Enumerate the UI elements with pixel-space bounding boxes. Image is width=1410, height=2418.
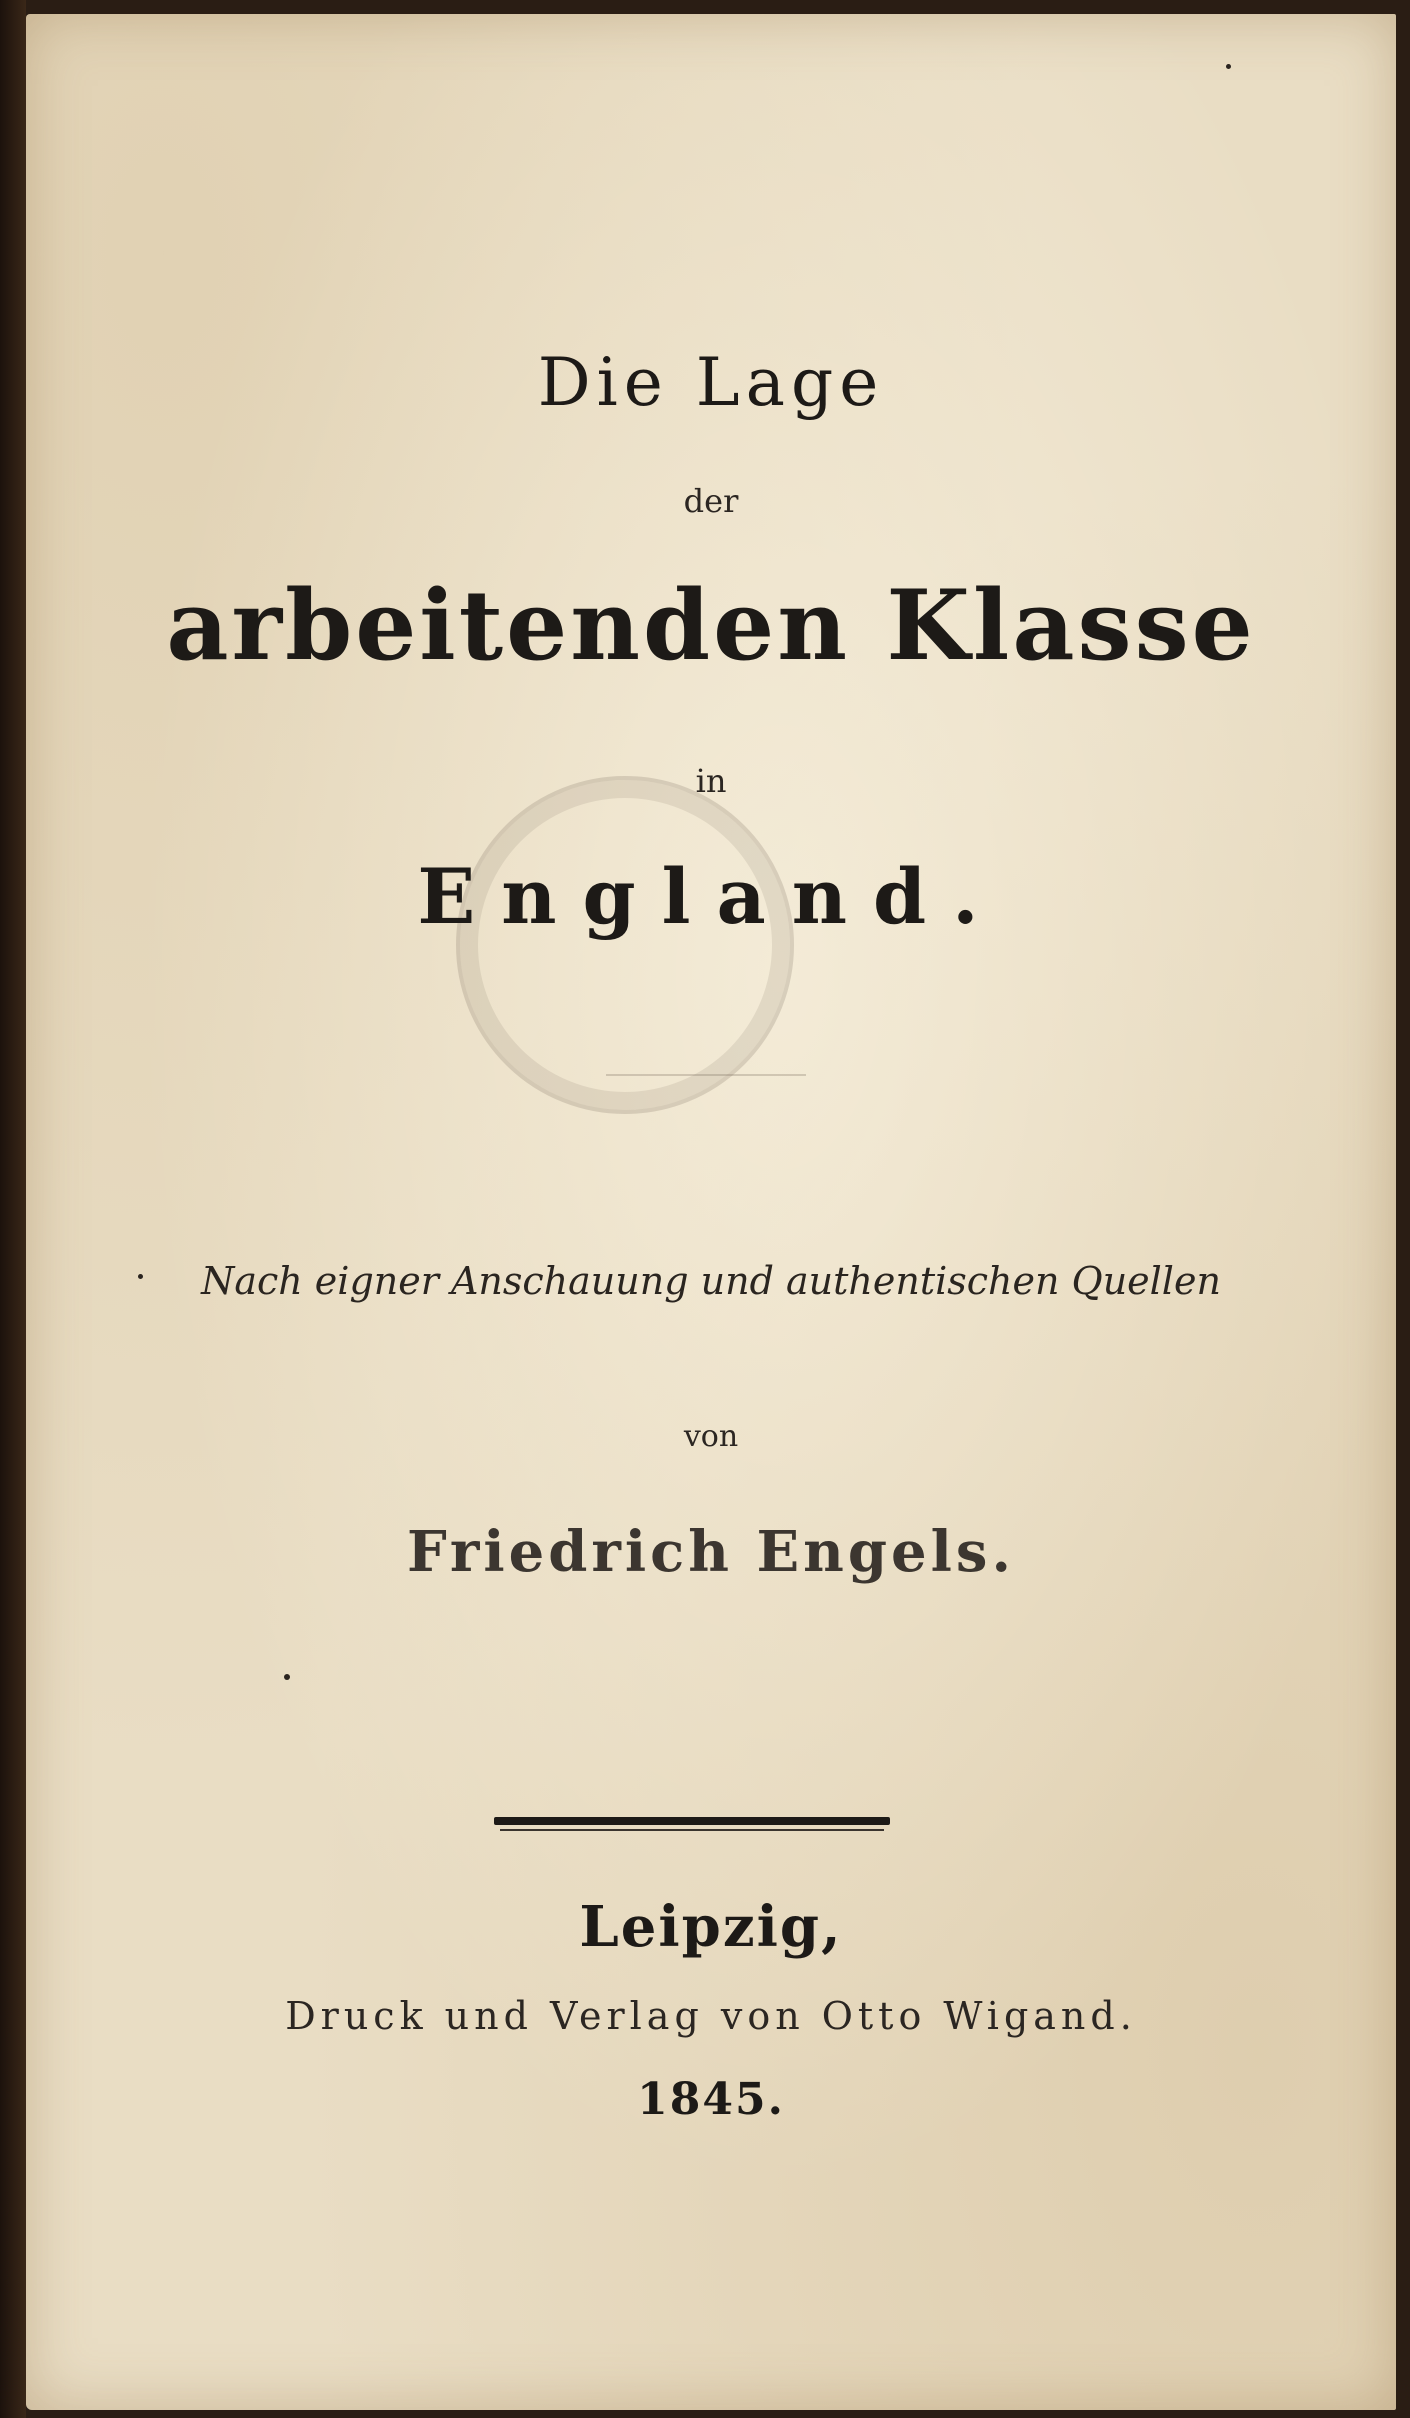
title-line-england: England. [417, 852, 1005, 941]
title-line-die-lage: Die Lage [537, 344, 885, 421]
library-stamp [456, 776, 794, 1114]
title-line-in: in [695, 762, 727, 800]
ink-speck [1226, 64, 1231, 69]
book-spine-edge [0, 0, 26, 2418]
by-line: von [683, 1419, 739, 1454]
publication-place: Leipzig, [579, 1894, 843, 1960]
subtitle: Nach eigner Anschauung und authentischen Quellen [201, 1259, 1221, 1303]
ink-speck [138, 1274, 143, 1279]
publisher-line: Druck und Verlag von Otto Wigand. [285, 1994, 1137, 2038]
title-line-arbeitenden-klasse: arbeitenden Klasse [166, 569, 1256, 682]
title-line-der: der [683, 482, 739, 520]
publication-year: 1845. [637, 2074, 785, 2125]
title-page [26, 14, 1396, 2410]
ink-speck [284, 1674, 290, 1680]
divider-rule [494, 1817, 890, 1825]
stamp-underline [606, 1074, 806, 1076]
author-name: Friedrich Engels. [407, 1519, 1015, 1585]
divider-rule-thin [500, 1829, 884, 1831]
